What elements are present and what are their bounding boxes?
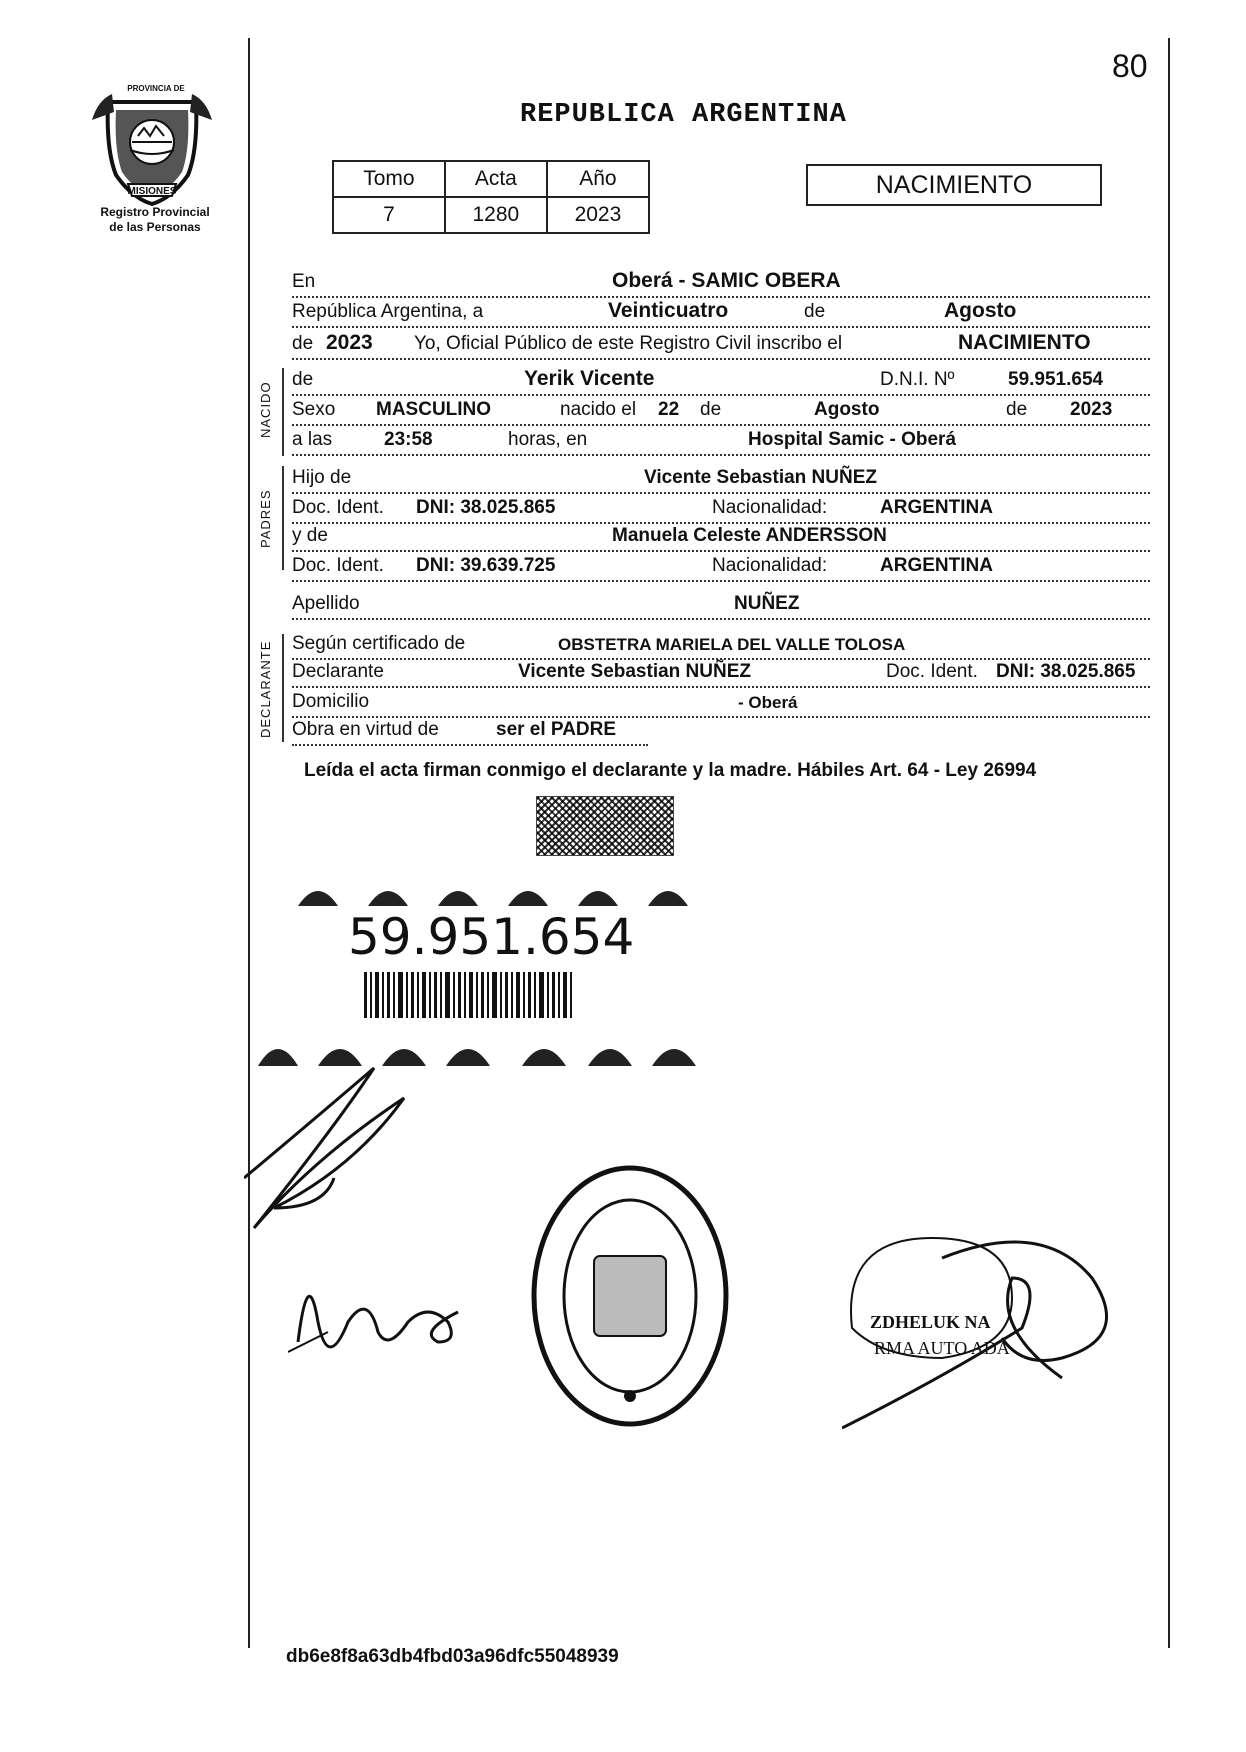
label-nacionalidad: Nacionalidad: (712, 497, 828, 518)
label-doc-ident2: Doc. Ident. (292, 555, 384, 576)
anio-header: Año (547, 161, 649, 197)
sticker-top-pattern-icon (258, 872, 710, 908)
label-yo: Yo, Oficial Público de este Registro Civil inscribo el (414, 333, 843, 354)
value-obra: ser el PADRE (496, 719, 617, 740)
seal-icon (530, 1164, 730, 1428)
value-declarante: Vicente Sebastian NUÑEZ (518, 661, 752, 682)
label-nacionalidad2: Nacionalidad: (712, 555, 828, 576)
label-sexo: Sexo (292, 399, 336, 420)
document-hash: db6e8f8a63db4fbd03a96dfc55048939 (286, 1646, 619, 1667)
nacido-bar (282, 368, 285, 456)
tomo-acta-table (332, 160, 650, 234)
value-padre-nac: ARGENTINA (880, 497, 993, 518)
official-seal (530, 1164, 730, 1428)
right-margin-line (1168, 38, 1170, 1648)
sticker-number: 59.951.654 (348, 908, 635, 966)
value-anio: 2023 (326, 331, 373, 354)
province-logo (88, 80, 216, 208)
value-anio-nac: 2023 (1070, 399, 1113, 420)
signature-officer-icon (244, 1058, 444, 1248)
row-apellido (292, 588, 1150, 620)
value-lugar-nac: Hospital Samic - Oberá (748, 429, 957, 450)
label-apellido: Apellido (292, 593, 360, 614)
value-declarante-doc: DNI: 38.025.865 (996, 661, 1136, 682)
value-madre-nac: ARGENTINA (880, 555, 993, 576)
id-sticker (258, 872, 710, 1072)
value-padre: Vicente Sebastian NUÑEZ (644, 467, 878, 488)
side-label-nacido: NACIDO (258, 381, 273, 438)
declarante-bar (282, 634, 285, 742)
row-madre-doc (292, 550, 1150, 582)
label-y-de: y de (292, 525, 328, 546)
page-number: 80 (1112, 48, 1148, 84)
padres-bar (282, 466, 285, 570)
label-en: En (292, 271, 316, 292)
barcode-icon (364, 972, 604, 1018)
label-de: de (804, 301, 826, 322)
stamp-text-1: ZDHELUK NA (870, 1312, 991, 1332)
label-obra: Obra en virtud de (292, 719, 439, 740)
logo-bottom-text: MISIONES (127, 186, 177, 197)
label-de-nombre: de (292, 369, 314, 390)
label-republica: República Argentina, a (292, 301, 484, 322)
logo-caption-1: Registro Provincial (100, 205, 210, 219)
value-mes: Agosto (814, 399, 880, 420)
label-declarante: Declarante (292, 661, 384, 682)
signature-declarante-icon (288, 1262, 488, 1372)
stamp-text-2: RMA AUTO ADA (874, 1338, 1010, 1358)
value-tipo: NACIMIENTO (958, 331, 1091, 354)
label-segun: Según certificado de (292, 633, 466, 654)
acta-header: Acta (445, 161, 547, 197)
value-sexo: MASCULINO (376, 399, 492, 420)
value-mes-letras: Agosto (944, 299, 1017, 322)
value-lugar: Oberá - SAMIC OBERA (612, 269, 841, 292)
tomo-value: 7 (333, 197, 445, 233)
security-hologram (536, 796, 674, 856)
row-inscribo (292, 328, 1150, 360)
value-domicilio: - Oberá (738, 693, 798, 712)
row-declarante (292, 656, 1150, 688)
side-label-padres: PADRES (258, 489, 273, 548)
label-hijo-de: Hijo de (292, 467, 352, 488)
acta-value: 1280 (445, 197, 547, 233)
label-horas-en: horas, en (508, 429, 588, 450)
label-domicilio: Domicilio (292, 691, 370, 712)
closing-note: Leída el acta firman conmigo el declarante y la madre. Hábiles Art. 64 - Ley 26994 (304, 760, 1037, 781)
value-dia: 22 (658, 399, 680, 420)
row-nombre (292, 364, 1150, 396)
row-fecha (292, 296, 1150, 328)
row-sexo (292, 394, 1150, 426)
label-a-las: a las (292, 429, 333, 450)
value-apellido: NUÑEZ (734, 593, 800, 614)
label-dni: D.N.I. Nº (880, 369, 955, 390)
label-doc-ident: Doc. Ident. (292, 497, 384, 518)
logo-top-text: PROVINCIA DE (127, 84, 185, 93)
label-doc-ident3: Doc. Ident. (886, 661, 978, 682)
value-dia-letras: Veinticuatro (608, 299, 729, 322)
value-certificado: OBSTETRA MARIELA DEL VALLE TOLOSA (558, 635, 906, 654)
label-de2: de (292, 333, 314, 354)
row-madre (292, 520, 1150, 552)
label-de-mes: de (700, 399, 722, 420)
row-hora (292, 424, 1150, 456)
row-padre (292, 462, 1150, 494)
label-nacido-el: nacido el (560, 399, 637, 420)
anio-value: 2023 (547, 197, 649, 233)
row-lugar (292, 266, 1150, 298)
value-hora: 23:58 (384, 429, 433, 450)
label-de-anio: de (1006, 399, 1028, 420)
row-obra (292, 714, 648, 746)
logo-caption-2: de las Personas (109, 220, 201, 234)
page-title: REPUBLICA ARGENTINA (520, 100, 847, 130)
value-padre-doc: DNI: 38.025.865 (416, 497, 556, 518)
tomo-header: Tomo (333, 161, 445, 197)
value-madre: Manuela Celeste ANDERSSON (612, 525, 887, 546)
left-margin-line (248, 38, 250, 1648)
seal-text (530, 1412, 730, 1413)
side-label-declarante: DECLARANTE (258, 640, 273, 738)
record-type-box: NACIMIENTO (806, 164, 1102, 206)
value-dni: 59.951.654 (1008, 369, 1104, 390)
value-nombre: Yerik Vicente (524, 367, 655, 390)
value-madre-doc: DNI: 39.639.725 (416, 555, 556, 576)
